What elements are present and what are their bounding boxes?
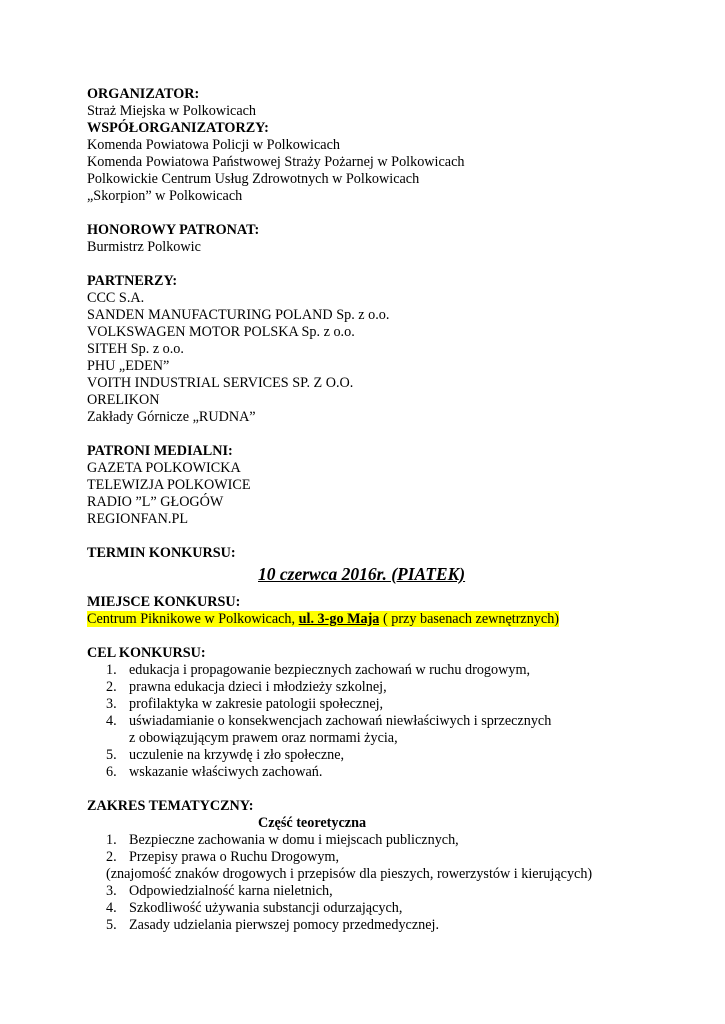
list-text: Odpowiedzialność karna nieletnich, xyxy=(129,883,333,899)
list-number: 1. xyxy=(106,662,117,678)
list-item xyxy=(87,679,687,696)
partner-item: PHU „EDEN” xyxy=(87,358,170,374)
list-number: 1. xyxy=(106,832,117,848)
scope-heading: ZAKRES TEMATYCZNY: xyxy=(87,798,254,814)
list-number: 2. xyxy=(106,679,117,695)
list-item xyxy=(87,764,687,781)
partner-item: Zakłady Górnicze „RUDNA” xyxy=(87,409,256,425)
term-date: 10 czerwca 2016r. (PIATEK) xyxy=(258,564,466,584)
list-number: 4. xyxy=(106,713,117,729)
list-number: 6. xyxy=(106,764,117,780)
organizer-heading: ORGANIZATOR: xyxy=(87,86,200,102)
list-item xyxy=(87,662,687,679)
list-text: wskazanie właściwych zachowań. xyxy=(129,764,323,780)
list-item xyxy=(87,832,687,849)
coorganizer-item: Komenda Powiatowa Państwowej Straży Pożarnej w Polkowicach xyxy=(87,154,465,170)
coorganizer-item: Polkowickie Centrum Usług Zdrowotnych w Polkowicach xyxy=(87,171,420,187)
partner-item: VOLKSWAGEN MOTOR POLSKA Sp. z o.o. xyxy=(87,324,355,340)
spacer xyxy=(87,781,687,798)
list-text: Przepisy prawa o Ruchu Drogowym, xyxy=(129,849,340,865)
patronage-name: Burmistrz Polkowic xyxy=(87,239,201,255)
partners-heading: PARTNERZY: xyxy=(87,273,178,289)
list-item-continuation: z obowiązującym prawem oraz normami życia, xyxy=(129,730,398,746)
list-number: 5. xyxy=(106,917,117,933)
media-item: RADIO ”L” GŁOGÓW xyxy=(87,494,224,510)
list-item xyxy=(87,883,687,900)
place-address-part2: ( przy basenach zewnętrznych) xyxy=(379,611,560,627)
scope-note: (znajomość znaków drogowych i przepisów dla pieszych, rowerzystów i kierujących) xyxy=(106,866,593,882)
partner-item: CCC S.A. xyxy=(87,290,145,306)
list-text: Szkodliwość używania substancji odurzających, xyxy=(129,900,403,916)
scope-list xyxy=(87,832,687,866)
list-number: 4. xyxy=(106,900,117,916)
goals-list xyxy=(87,662,687,730)
organizer-name: Straż Miejska w Polkowicach xyxy=(87,103,257,119)
list-number: 3. xyxy=(106,696,117,712)
coorganizers-heading: WSPÓŁORGANIZATORZY: xyxy=(87,120,269,136)
spacer xyxy=(87,426,687,443)
document-page xyxy=(87,86,687,934)
partner-item: SANDEN MANUFACTURING POLAND Sp. z o.o. xyxy=(87,307,390,323)
list-item xyxy=(87,917,687,934)
term-heading: TERMIN KONKURSU: xyxy=(87,545,236,561)
list-text: Bezpieczne zachowania w domu i miejscach publicznych, xyxy=(129,832,459,848)
media-item: TELEWIZJA POLKOWICE xyxy=(87,477,251,493)
partner-item: ORELIKON xyxy=(87,392,160,408)
scope-subheading: Część teoretyczna xyxy=(258,815,367,831)
media-heading: PATRONI MEDIALNI: xyxy=(87,443,233,459)
place-street: ul. 3-go Maja xyxy=(298,611,380,627)
media-item: GAZETA POLKOWICKA xyxy=(87,460,241,476)
list-text: prawna edukacja dzieci i młodzieży szkolnej, xyxy=(129,679,387,695)
spacer xyxy=(87,205,687,222)
list-item xyxy=(87,713,687,730)
coorganizer-item: „Skorpion” w Polkowicach xyxy=(87,188,243,204)
partner-item: SITEH Sp. z o.o. xyxy=(87,341,184,357)
place-address xyxy=(87,611,687,628)
list-item xyxy=(87,849,687,866)
scope-list-continued xyxy=(87,883,687,934)
list-number: 3. xyxy=(106,883,117,899)
place-address-part1: Centrum Piknikowe w Polkowicach, xyxy=(87,611,299,627)
coorganizer-item: Komenda Powiatowa Policji w Polkowicach xyxy=(87,137,340,153)
list-text: uświadamianie o konsekwencjach zachowań niewłaściwych i sprzecznych xyxy=(129,713,552,729)
list-text: edukacja i propagowanie bezpiecznych zachowań w ruchu drogowym, xyxy=(129,662,531,678)
partner-item: VOITH INDUSTRIAL SERVICES SP. Z O.O. xyxy=(87,375,354,391)
goals-heading: CEL KONKURSU: xyxy=(87,645,206,661)
list-item xyxy=(87,747,687,764)
list-text: Zasady udzielania pierwszej pomocy przedmedycznej. xyxy=(129,917,440,933)
spacer xyxy=(87,256,687,273)
place-heading: MIEJSCE KONKURSU: xyxy=(87,594,241,610)
spacer xyxy=(87,528,687,545)
list-number: 2. xyxy=(106,849,117,865)
list-text: uczulenie na krzywdę i zło społeczne, xyxy=(129,747,345,763)
list-item xyxy=(87,900,687,917)
spacer xyxy=(87,628,687,645)
list-text: profilaktyka w zakresie patologii społecznej, xyxy=(129,696,384,712)
media-item: REGIONFAN.PL xyxy=(87,511,189,527)
patronage-heading: HONOROWY PATRONAT: xyxy=(87,222,260,238)
list-number: 5. xyxy=(106,747,117,763)
list-item xyxy=(87,696,687,713)
goals-list-continued xyxy=(87,747,687,781)
